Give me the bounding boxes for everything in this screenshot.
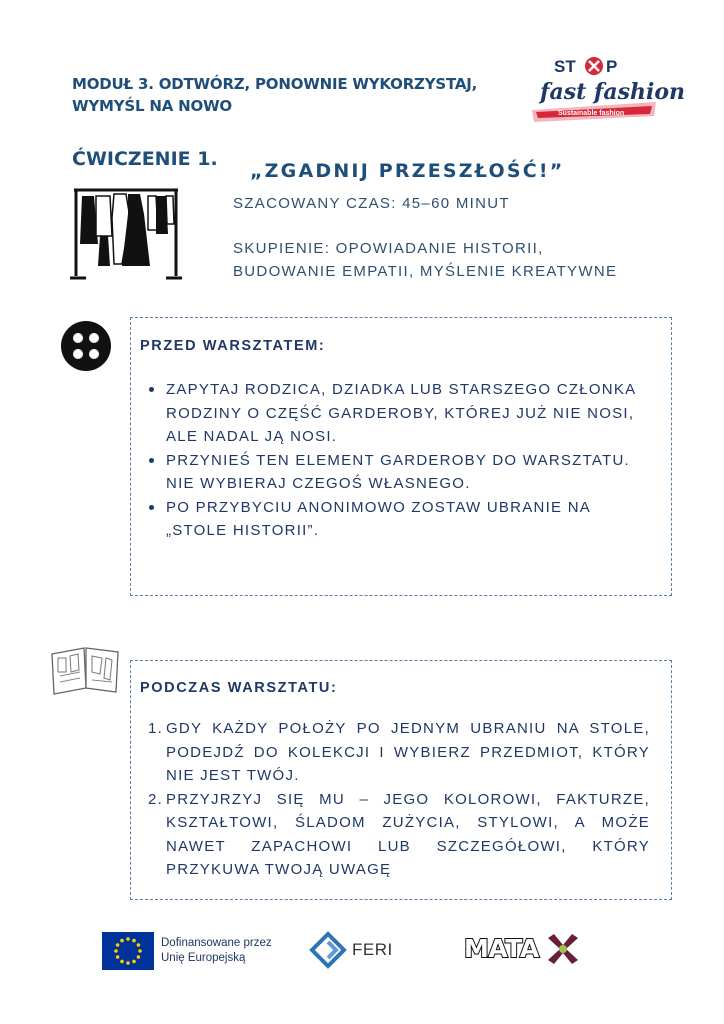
module-title: MODUŁ 3. ODTWÓRZ, PONOWNIE WYKORZYSTAJ, WYMYŚL NA NOWO: [72, 75, 478, 115]
before-workshop-list: [148, 378, 653, 543]
svg-text:Sustainable fashion: Sustainable fashion: [558, 110, 625, 117]
feri-logo: [310, 930, 400, 970]
focus-line-1: SKUPIENIE: OPOWIADANIE HISTORII,: [233, 240, 544, 257]
list-item-text: GDY KAŻDY POŁOŻY PO JEDNYM UBRANIU NA STOLE, PODEJDŹ DO KOLEKCJI I WYBIERZ PRZEDMIOT, KTÓRY NIE JEST TWÓJ.: [166, 720, 650, 784]
exercise-label: ĆWICZENIE 1.: [72, 148, 218, 170]
before-workshop-heading: PRZED WARSZTATEM:: [140, 338, 326, 354]
svg-text:P: P: [606, 57, 618, 76]
feri-text: FERI: [352, 940, 393, 959]
svg-text:ST: ST: [554, 57, 576, 76]
clothes-rack-icon: [70, 184, 182, 284]
during-workshop-list: [148, 717, 650, 882]
svg-text:fast fashion: fast fashion: [540, 79, 686, 105]
eu-line-2: Unię Europejską: [161, 952, 246, 964]
list-item-number: 2.: [148, 790, 164, 808]
list-item-number: 1.: [148, 720, 164, 737]
during-workshop-heading: PODCZAS WARSZTATU:: [140, 680, 338, 696]
list-item: [148, 717, 650, 788]
list-item: PO PRZYBYCIU ANONIMOWO ZOSTAW UBRANIE NA „STOLE HISTORII”.: [148, 496, 653, 543]
estimated-time: SZACOWANY CZAS: 45–60 MINUT: [233, 195, 510, 212]
stop-fast-fashion-logo: [530, 52, 686, 132]
button-icon: [60, 320, 112, 372]
magazine-icon: [48, 644, 122, 696]
eu-flag-icon: [102, 932, 154, 970]
focus-line-2: BUDOWANIE EMPATII, MYŚLENIE KREATYWNE: [233, 263, 618, 280]
list-item: [148, 788, 650, 882]
mata-text: MATA: [464, 934, 539, 963]
exercise-title: „ZGADNIJ PRZESZŁOŚĆ!”: [250, 160, 565, 182]
mata-logo: [464, 932, 584, 968]
eu-line-1: Dofinansowane przez: [161, 937, 272, 949]
list-item-text: PRZYJRZYJ SIĘ MU – JEGO KOLOROWI, FAKTURZE, KSZTAŁTOWI, ŚLADOM ZUŻYCIA, STYLOWI, A MOŻE NAWET ZAPACHOWI LUB SZCZEGÓŁOWI, KTÓRY PRZYKUWA TWOJĄ UWAGĘ: [166, 790, 650, 878]
list-item: ZAPYTAJ RODZICA, DZIADKA LUB STARSZEGO CZŁONKA RODZINY O CZĘŚĆ GARDEROBY, KTÓREJ JUŻ NIE NOSI, ALE NADAL JĄ NOSI.: [148, 378, 653, 449]
list-item: PRZYNIEŚ TEN ELEMENT GARDEROBY DO WARSZTATU. NIE WYBIERAJ CZEGOŚ WŁASNEGO.: [148, 449, 653, 496]
before-workshop-box: [130, 317, 672, 596]
mata-x-icon: [546, 932, 580, 966]
eu-funding-text: [161, 936, 272, 966]
during-workshop-box: [130, 660, 672, 900]
